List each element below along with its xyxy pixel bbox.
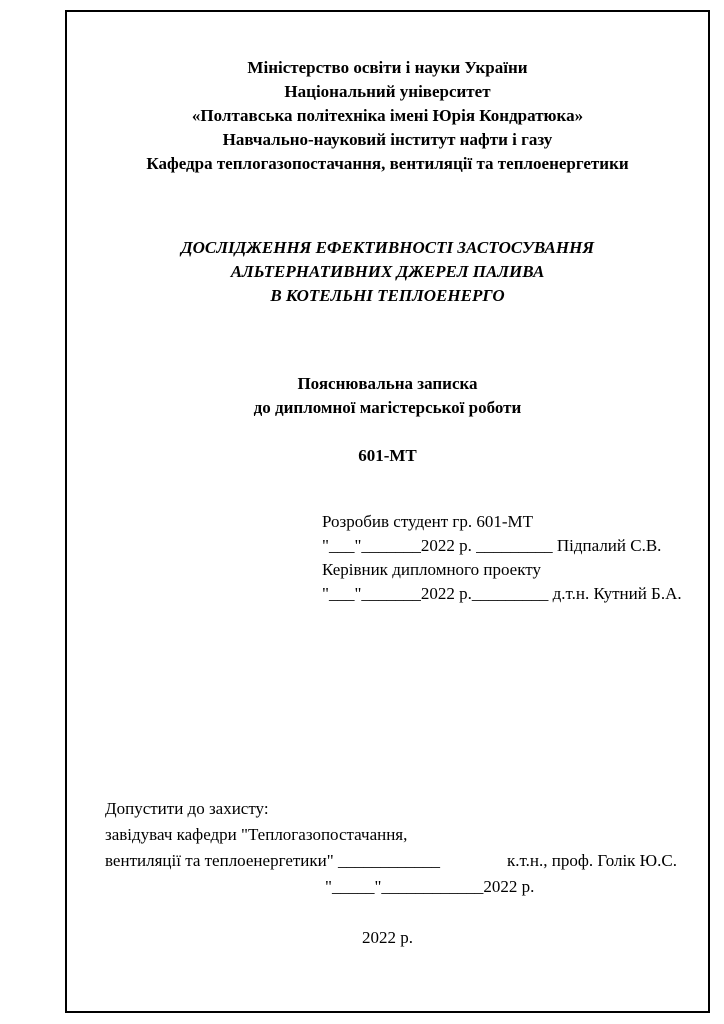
department-line: Кафедра теплогазопостачання, вентиляції та теплоенергетики [146, 154, 629, 173]
approval-line-1: Допустити до захисту: [105, 799, 269, 818]
university-line-2: «Полтавська політехніка імені Юрія Кондратюка» [191, 106, 584, 125]
supervisor-role-line: Керівник дипломного проекту [322, 560, 541, 579]
student-signature-line: "___"_______2022 р. _________ Підпалий С.В. [322, 536, 662, 555]
page-border-frame [65, 10, 710, 1013]
university-line-1: Національний університет [284, 82, 491, 101]
institution-header [67, 12, 708, 176]
group-code: 601-МТ [358, 446, 417, 465]
ministry-line: Міністерство освіти і науки України [247, 58, 528, 77]
thesis-title-line-1: ДОСЛІДЖЕННЯ ЕФЕКТИВНОСТІ ЗАСТОСУВАННЯ [180, 238, 595, 257]
year-line: 2022 р. [362, 928, 413, 947]
approval-line-3-left: вентиляції та теплоенергетики" ____________ [105, 851, 440, 870]
approval-line-3-right: к.т.н., проф. Голік Ю.С. [506, 851, 677, 870]
approval-line-3 [105, 848, 677, 874]
document-type-line-1: Пояснювальна записка [297, 374, 478, 393]
document-type-line-2: до дипломної магістерської роботи [253, 398, 522, 417]
page-content [67, 12, 708, 1011]
institute-line: Навчально-науковий інститут нафти і газу [222, 130, 553, 149]
approval-line-2: завідувач кафедри "Теплогазопостачання, [105, 825, 408, 844]
approval-block [105, 796, 708, 900]
approval-date-line: "_____"____________2022 р. [325, 877, 535, 896]
student-role-line: Розробив студент гр. 601-МТ [322, 512, 534, 531]
thesis-title [67, 236, 708, 308]
supervisor-signature-line: "___"_______2022 р._________ д.т.н. Кутний Б.А. [322, 584, 682, 603]
document-type [67, 372, 708, 420]
thesis-title-line-3: В КОТЕЛЬНІ ТЕПЛОЕНЕРГО [270, 286, 505, 305]
thesis-title-line-2: АЛЬТЕРНАТИВНИХ ДЖЕРЕЛ ПАЛИВА [230, 262, 545, 281]
signature-block [322, 510, 708, 606]
